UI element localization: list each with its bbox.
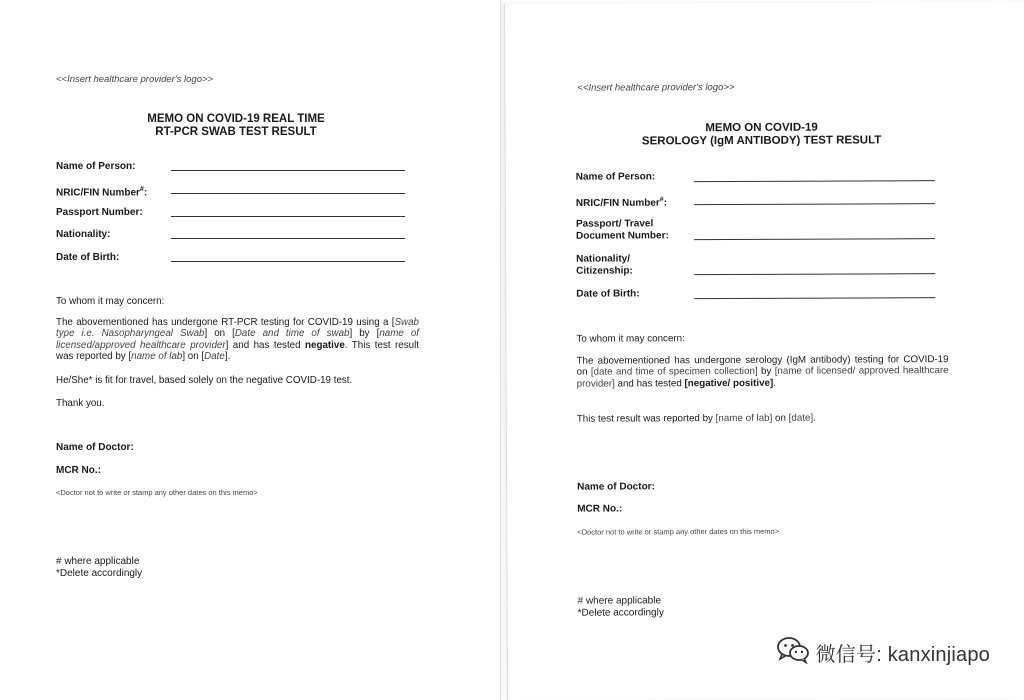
memo-title-line1: MEMO ON COVID-19 REAL TIME [147,113,325,125]
pcr-memo-page [0,0,501,700]
memo-title [612,121,912,148]
wechat-icon [776,636,810,669]
name-of-person-label: Name of Person: [575,171,656,183]
doctor-note: <Doctor not to write or stamp any other dates on this memo> [577,526,780,537]
mcr-number-label: MCR No.: [577,503,623,515]
name-of-doctor-label: Name of Doctor: [577,481,655,493]
date-of-birth-line [694,297,935,299]
name-of-person-line [171,170,405,171]
nationality-citizenship-label: Nationality/ Citizenship: [576,253,633,277]
wechat-watermark [776,636,990,669]
passport-number-label: Passport Number: [56,207,143,218]
fit-for-travel-statement: He/She* is fit for travel, based solely on the negative COVID-19 test. [56,375,353,386]
date-of-birth-label: Date of Birth: [56,252,120,263]
mcr-number-label: MCR No.: [56,465,101,476]
nationality-label: Nationality: [56,229,111,240]
footnote-where-applicable: # where applicable [577,595,662,607]
memo-title [86,113,386,139]
nric-fin-label: NRIC/FIN Number#: [575,196,668,210]
nric-fin-line [171,193,405,194]
name-of-doctor-label: Name of Doctor: [56,442,134,453]
wechat-id-text: 微信号: kanxinjiapo [815,644,990,666]
test-statement: The abovementioned has undergone serology (IgM antibody) testing for COVID-19 on [date and time of specimen collection] by [name of licensed/ approved healthcare provider] and has tested [negative/ positive]. [576,354,949,390]
memo-title-line1: MEMO ON COVID-19 [705,121,818,135]
memo-title-line2: SEROLOGY (IgM ANTIBODY) TEST RESULT [641,134,882,148]
nric-fin-line [694,203,935,205]
logo-placeholder: <<Insert healthcare provider's logo>> [56,74,214,85]
footnote-where-applicable: # where applicable [56,556,140,567]
serology-memo-page [504,2,1024,700]
greeting: To whom it may concern: [576,333,685,345]
passport-number-line [171,216,405,217]
date-of-birth-label: Date of Birth: [576,288,640,300]
memo-title-line2: RT-PCR SWAB TEST RESULT [155,126,317,138]
passport-document-label: Passport/ Travel Document Number: [575,218,669,242]
reported-by-statement: This test result was reported by [name of lab] on [date]. [576,412,816,425]
date-of-birth-line [171,261,405,262]
footnote-delete-accordingly: *Delete accordingly [56,568,143,579]
nationality-line [171,238,405,239]
nric-fin-label: NRIC/FIN Number#: [56,186,148,199]
footnote-delete-accordingly: *Delete accordingly [577,607,664,619]
test-statement: The abovementioned has undergone RT-PCR testing for COVID-19 using a [Swab type i.e. Nasopharyngeal Swab] on [Date and time of swab] by [name of licensed/approved healthcare provider] and has tested negative. This test result was reported by [name of lab] on [Date]. [56,317,420,362]
name-of-person-line [694,180,935,182]
passport-document-line [694,238,935,240]
name-of-person-label: Name of Person: [56,161,136,172]
nationality-citizenship-line [694,273,935,275]
thank-you: Thank you. [56,398,105,409]
logo-placeholder: <<Insert healthcare provider's logo>> [577,81,735,94]
greeting: To whom it may concern: [56,296,165,307]
doctor-note: <Doctor not to write or stamp any other dates on this memo> [56,488,258,497]
